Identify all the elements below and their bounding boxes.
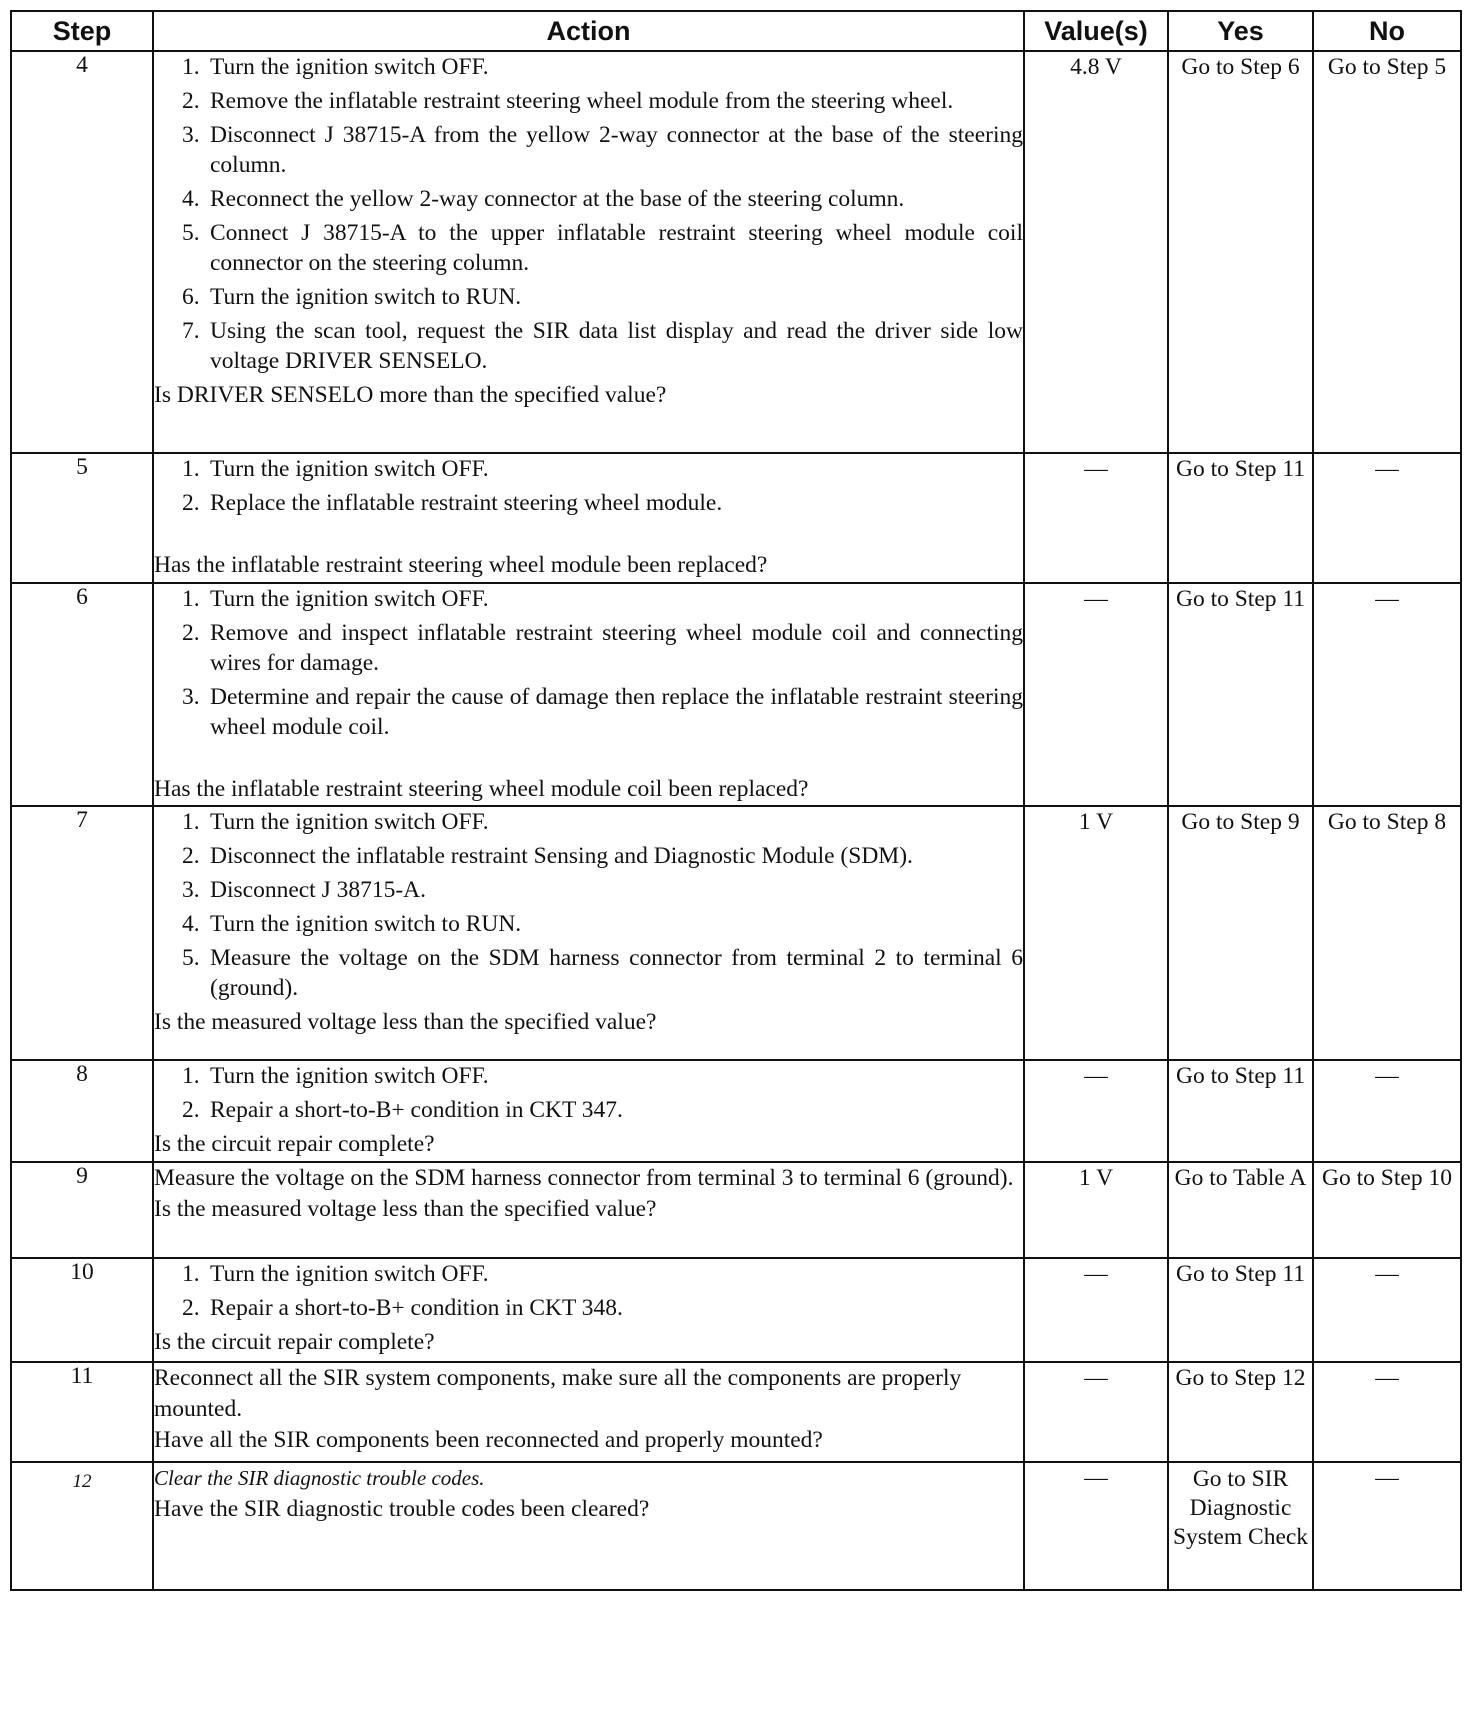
table-row bbox=[11, 583, 1461, 806]
action-question: Has the inflatable restraint steering wheel module been replaced? bbox=[154, 552, 768, 578]
no-cell: — bbox=[1313, 583, 1461, 806]
no-cell: Go to Step 10 bbox=[1313, 1162, 1461, 1258]
action-item: 2. Repair a short-to-B+ condition in CKT 347. bbox=[182, 1097, 623, 1123]
action-item: 5. Measure the voltage on the SDM harness connector from terminal 2 to terminal 6 (ground). bbox=[182, 945, 1023, 1001]
value-cell: 1 V bbox=[1024, 806, 1168, 1060]
value-cell: 4.8 V bbox=[1024, 51, 1168, 453]
action-item: 2. Remove the inflatable restraint steering wheel module from the steering wheel. bbox=[182, 88, 954, 114]
action-paragraph: Measure the voltage on the SDM harness connector from terminal 3 to terminal 6 (ground). bbox=[154, 1165, 1014, 1191]
table-row bbox=[11, 51, 1461, 453]
step-number: 11 bbox=[11, 1362, 153, 1462]
step-number: 5 bbox=[11, 453, 153, 583]
no-cell: — bbox=[1313, 1362, 1461, 1462]
yes-cell: Go to Step 11 bbox=[1168, 453, 1313, 583]
yes-cell: Go to Step 12 bbox=[1168, 1362, 1313, 1462]
action-item: 2. Disconnect the inflatable restraint Sensing and Diagnostic Module (SDM). bbox=[182, 843, 913, 869]
action-item: 1. Turn the ignition switch OFF. bbox=[182, 456, 489, 482]
table-row bbox=[11, 1362, 1461, 1462]
yes-cell: Go to Step 6 bbox=[1168, 51, 1313, 453]
action-item: 2. Replace the inflatable restraint steering wheel module. bbox=[182, 490, 723, 516]
action-cell bbox=[153, 1162, 1024, 1258]
step-number: 6 bbox=[11, 583, 153, 806]
action-item: 1. Turn the ignition switch OFF. bbox=[182, 1063, 489, 1089]
action-cell bbox=[153, 806, 1024, 1060]
table-row bbox=[11, 1258, 1461, 1362]
header-step: Step bbox=[11, 11, 153, 51]
action-item: 3. Disconnect J 38715-A. bbox=[182, 877, 427, 903]
action-item: 4. Turn the ignition switch to RUN. bbox=[182, 911, 522, 937]
yes-cell: Go to Step 9 bbox=[1168, 806, 1313, 1060]
step-number: 10 bbox=[11, 1258, 153, 1362]
action-question: Is the measured voltage less than the specified value? bbox=[154, 1196, 657, 1222]
action-paragraph: Clear the SIR diagnostic trouble codes. bbox=[154, 1466, 485, 1490]
header-values: Value(s) bbox=[1024, 11, 1168, 51]
value-cell: — bbox=[1024, 1060, 1168, 1162]
action-item: 7. Using the scan tool, request the SIR data list display and read the driver side low voltage DRIVER SENSELO. bbox=[182, 318, 1023, 374]
action-item: 4. Reconnect the yellow 2-way connector at the base of the steering column. bbox=[182, 186, 905, 212]
action-item: 1. Turn the ignition switch OFF. bbox=[182, 809, 489, 835]
action-question: Has the inflatable restraint steering wheel module coil been replaced? bbox=[154, 776, 809, 802]
no-cell: — bbox=[1313, 453, 1461, 583]
value-cell: — bbox=[1024, 583, 1168, 806]
header-yes: Yes bbox=[1168, 11, 1313, 51]
value-cell: — bbox=[1024, 1462, 1168, 1590]
step-number: 12 bbox=[11, 1462, 153, 1590]
action-item: 1. Turn the ignition switch OFF. bbox=[182, 54, 489, 80]
action-item: 1. Turn the ignition switch OFF. bbox=[182, 586, 489, 612]
action-cell bbox=[153, 51, 1024, 453]
no-cell: — bbox=[1313, 1060, 1461, 1162]
no-cell: — bbox=[1313, 1258, 1461, 1362]
action-cell bbox=[153, 1258, 1024, 1362]
action-question: Is the measured voltage less than the specified value? bbox=[154, 1009, 657, 1035]
action-question: Is the circuit repair complete? bbox=[154, 1131, 435, 1157]
step-number: 7 bbox=[11, 806, 153, 1060]
value-cell: — bbox=[1024, 1258, 1168, 1362]
step-number: 9 bbox=[11, 1162, 153, 1258]
yes-cell: Go to Step 11 bbox=[1168, 1060, 1313, 1162]
header-row bbox=[11, 11, 1461, 51]
no-cell: Go to Step 8 bbox=[1313, 806, 1461, 1060]
table-row bbox=[11, 1162, 1461, 1258]
action-item: 3. Disconnect J 38715-A from the yellow 2-way connector at the base of the steering column. bbox=[182, 122, 1023, 178]
header-no: No bbox=[1313, 11, 1461, 51]
value-cell: 1 V bbox=[1024, 1162, 1168, 1258]
action-question: Is the circuit repair complete? bbox=[154, 1329, 435, 1355]
yes-cell: Go to Step 11 bbox=[1168, 1258, 1313, 1362]
diagnostic-table bbox=[10, 10, 1462, 1591]
table-row bbox=[11, 1462, 1461, 1590]
action-cell bbox=[153, 1362, 1024, 1462]
action-item: 2. Remove and inspect inflatable restraint steering wheel module coil and connecting wires for damage. bbox=[182, 620, 1023, 676]
action-cell bbox=[153, 1462, 1024, 1590]
yes-cell: Go to Table A bbox=[1168, 1162, 1313, 1258]
action-paragraph: Reconnect all the SIR system components, make sure all the components are properly mounted. bbox=[154, 1365, 962, 1422]
table-row bbox=[11, 1060, 1461, 1162]
header-action: Action bbox=[153, 11, 1024, 51]
action-cell bbox=[153, 583, 1024, 806]
action-item: 2. Repair a short-to-B+ condition in CKT 348. bbox=[182, 1295, 623, 1321]
action-question: Have the SIR diagnostic trouble codes been cleared? bbox=[154, 1496, 650, 1522]
action-cell bbox=[153, 453, 1024, 583]
action-question: Have all the SIR components been reconnected and properly mounted? bbox=[154, 1427, 823, 1453]
value-cell: — bbox=[1024, 1362, 1168, 1462]
no-cell: — bbox=[1313, 1462, 1461, 1590]
action-cell bbox=[153, 1060, 1024, 1162]
table-row bbox=[11, 806, 1461, 1060]
value-cell: — bbox=[1024, 453, 1168, 583]
no-cell: Go to Step 5 bbox=[1313, 51, 1461, 453]
action-item: 6. Turn the ignition switch to RUN. bbox=[182, 284, 522, 310]
yes-cell: Go to SIR Diagnostic System Check bbox=[1168, 1462, 1313, 1590]
action-item: 3. Determine and repair the cause of damage then replace the inflatable restraint steering wheel module coil. bbox=[182, 684, 1023, 740]
yes-cell: Go to Step 11 bbox=[1168, 583, 1313, 806]
action-item: 5. Connect J 38715-A to the upper inflatable restraint steering wheel module coil connector on the steering column. bbox=[182, 220, 1023, 276]
action-item: 1. Turn the ignition switch OFF. bbox=[182, 1261, 489, 1287]
step-number: 4 bbox=[11, 51, 153, 453]
action-question: Is DRIVER SENSELO more than the specified value? bbox=[154, 382, 667, 408]
step-number: 8 bbox=[11, 1060, 153, 1162]
table-row bbox=[11, 453, 1461, 583]
